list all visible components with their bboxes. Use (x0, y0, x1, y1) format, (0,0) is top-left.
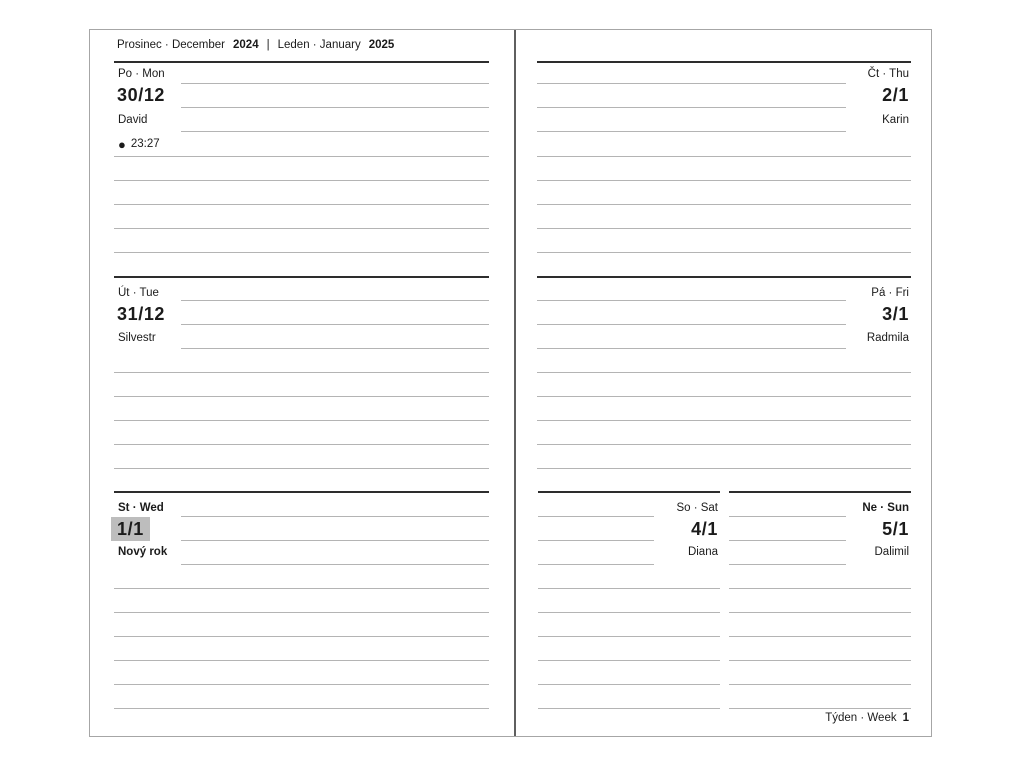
day-label-wednesday: St · Wed (118, 502, 164, 514)
ruled-line (538, 588, 720, 589)
ruled-line (537, 131, 846, 132)
ruled-line (537, 180, 911, 181)
ruled-line (114, 708, 489, 709)
ruled-line (729, 612, 911, 613)
day-label-tuesday: Út · Tue (118, 287, 159, 299)
ruled-line (729, 708, 911, 709)
ruled-line (537, 324, 846, 325)
day-label-sunday: Ne · Sun (862, 502, 909, 514)
day-date-tuesday: 31/12 (117, 304, 166, 324)
ruled-line (538, 540, 654, 541)
ruled-line (114, 372, 489, 373)
week-label: Týden · Week (825, 712, 897, 724)
day-date-sunday: 5/1 (882, 519, 909, 539)
ruled-line (729, 684, 911, 685)
day-date-monday: 30/12 (117, 85, 166, 105)
day-label-friday: Pá · Fri (871, 287, 909, 299)
day-name-thursday: Karin (882, 114, 909, 126)
ruled-line (729, 660, 911, 661)
ruled-line (729, 540, 846, 541)
ruled-line (538, 684, 720, 685)
week-number: 1 (902, 712, 909, 724)
ruled-line (538, 516, 654, 517)
ruled-line (181, 107, 489, 108)
ruled-line (537, 83, 846, 84)
ruled-line (729, 636, 911, 637)
ruled-line (181, 564, 489, 565)
page-header (117, 39, 394, 52)
day-name-friday: Radmila (866, 332, 909, 344)
new-moon-icon: ● (118, 137, 126, 152)
day-date-wednesday-highlight (111, 517, 150, 541)
day-label-monday: Po · Mon (118, 68, 165, 80)
ruled-line (114, 660, 489, 661)
ruled-line (538, 660, 720, 661)
ruled-line (181, 516, 489, 517)
ruled-line (537, 107, 846, 108)
ruled-line (537, 444, 911, 445)
ruled-line (181, 348, 489, 349)
day-date-friday: 3/1 (882, 304, 909, 324)
ruled-line (729, 516, 846, 517)
day-name-tuesday: Silvestr (118, 332, 156, 344)
ruled-line (537, 396, 911, 397)
section-divider (114, 276, 489, 278)
ruled-line (538, 564, 654, 565)
header-month-right: Leden · January (277, 39, 361, 51)
ruled-line (537, 204, 911, 205)
ruled-line (538, 636, 720, 637)
ruled-line (537, 228, 911, 229)
section-divider (114, 61, 489, 63)
ruled-line (114, 636, 489, 637)
ruled-line (114, 444, 489, 445)
ruled-line (537, 348, 846, 349)
ruled-line (114, 684, 489, 685)
day-name-wednesday: Nový rok (118, 546, 168, 558)
ruled-line (114, 204, 489, 205)
day-date-wednesday: 1/1 (117, 518, 144, 539)
ruled-line (729, 564, 846, 565)
day-date-thursday: 2/1 (882, 85, 909, 105)
moon-phase-time: 23:27 (130, 138, 160, 150)
ruled-line (114, 612, 489, 613)
ruled-line (114, 420, 489, 421)
day-label-thursday: Čt · Thu (867, 68, 909, 80)
ruled-line (114, 180, 489, 181)
ruled-line (181, 300, 489, 301)
ruled-line (537, 252, 911, 253)
page-spine (514, 30, 516, 736)
header-month-left: Prosinec · December (117, 39, 226, 51)
ruled-line (537, 372, 911, 373)
ruled-line (729, 588, 911, 589)
section-divider (537, 61, 911, 63)
ruled-line (114, 252, 489, 253)
moon-phase-row (118, 138, 160, 151)
day-label-saturday: So · Sat (676, 502, 718, 514)
ruled-line (538, 612, 720, 613)
ruled-line (181, 540, 489, 541)
ruled-line (114, 588, 489, 589)
ruled-line (114, 228, 489, 229)
section-divider (538, 491, 720, 493)
ruled-line (181, 324, 489, 325)
week-footer (825, 712, 909, 725)
section-divider (537, 276, 911, 278)
day-name-saturday: Diana (687, 546, 718, 558)
ruled-line (537, 420, 911, 421)
day-name-sunday: Dalimil (874, 546, 909, 558)
ruled-line (537, 156, 911, 157)
day-date-saturday: 4/1 (691, 519, 718, 539)
header-year-right: 2025 (368, 39, 395, 51)
header-year-left: 2024 (233, 39, 259, 51)
ruled-line (537, 468, 911, 469)
day-name-monday: David (118, 114, 148, 126)
ruled-line (537, 300, 846, 301)
ruled-line (114, 468, 489, 469)
planner-spread (89, 29, 932, 737)
section-divider (114, 491, 489, 493)
section-divider (729, 491, 911, 493)
ruled-line (538, 708, 720, 709)
ruled-line (114, 156, 489, 157)
header-separator: | (266, 39, 270, 51)
ruled-line (181, 83, 489, 84)
ruled-line (181, 131, 489, 132)
ruled-line (114, 396, 489, 397)
